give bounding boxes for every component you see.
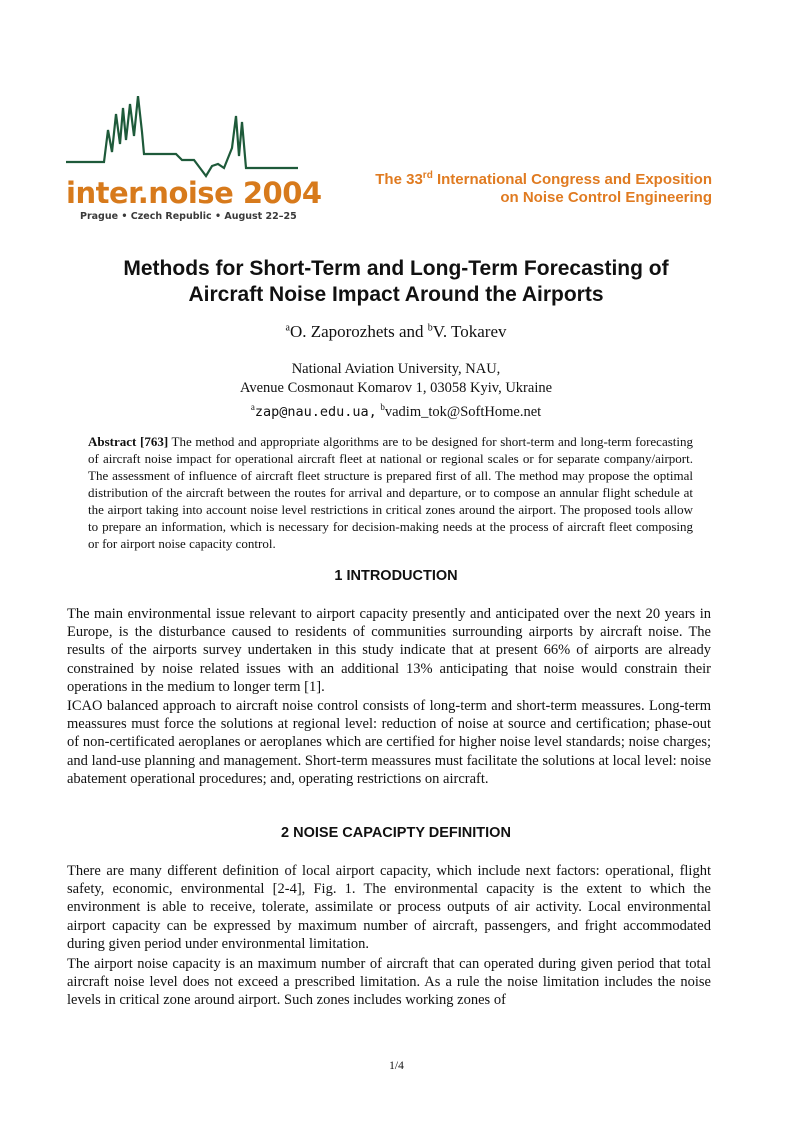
congress-heading (375, 171, 712, 207)
logo-subtitle: Prague • Czech Republic • August 22–25 (80, 211, 297, 222)
section-heading-introduction: 1 INTRODUCTION (334, 568, 458, 584)
abstract-label: Abstract [763] (88, 434, 169, 449)
abstract-text: The method and appropriate algorithms are to be designed for short-term and long-term forecasting of aircraft noise impact for operational aircraft fleet at national or regional scales or for separate company/airport. The assessment of influence of aircraft fleet structure is prepared first of all. The method may propose the optimal distribution of the aircraft between the routes for arrival and departure, or to compose an annular flight schedule at the airport taking into account noise level restrictions in critical zones around the airport. The proposed tools allow to prepare an information, which is necessary for decision-making needs at the process of aircraft fleet composing or for airport noise capacity control. (88, 434, 694, 551)
affiliation: National Aviation University, NAU, Avenue Cosmonaut Komarov 1, 03058 Kyiv, Ukraine $^a$zap@nau.edu.ua, $^b$vadim_tok@SoftHome.net (66, 360, 726, 422)
page-number: 1/4 (389, 1060, 404, 1072)
conference-logo (66, 96, 322, 228)
email-link-b[interactable]: vadim_tok@SoftHome.net (384, 403, 542, 420)
paragraph: The main environmental issue relevant to airport capacity presently and anticipated over the next 20 years in Europe, is the disturbance caused to residents of communities surrounding airports by aircraft noise. The results of the airports survey undertaken in this study indicate that at present 66% of airports are already constrained by noise related issues with an additional 13% anticipating that noise would constrain their operations in the medium to longer term [1]. (67, 606, 711, 695)
authors: $^a$O. Zaporozhets and $^b$V. Tokarev (285, 322, 507, 341)
paragraph: There are many different definition of local airport capacity, which include next factors: operational, flight safety, economic, environmental [2-4], Fig. 1. The environmental capacity is the extent to which the environment is able to receive, tolerate, assimilate or process outputs of air activity. Local environmental airport capacity can be expressed by maximum number of aircraft, passengers, and fright accommodated during given period under environmental limitation. (67, 863, 711, 952)
paragraph: ICAO balanced approach to aircraft noise control consists of long-term and short-term meassures. Long-term meassures must force the solutions at regional level: reduction of noise at source and certification; phase-out of non-certificated aeroplanes or aeroplanes which are certified for higher noise level standards; noise charges; and land-use planning and management. Short-term meassures must facilitate the solutions at local level: noise abatement operational procedures; and, operating restrictions on aircraft. (67, 698, 711, 787)
noise-waveform-icon (66, 96, 298, 182)
abstract (88, 433, 693, 552)
section-heading-noise-capacity: 2 NOISE CAPACIPTY DEFINITION (281, 825, 511, 841)
paragraph: The airport noise capacity is an maximum number of aircraft that can operated during given period that total aircraft noise level does not exceed a prescribed limitation. As a rule the noise limitation includes the noise levels in critical zone around airport. Such zones includes working zones of (67, 956, 711, 1009)
congress-line-1: The 33rd International Congress and Exposition (375, 170, 712, 188)
congress-line-2: on Noise Control Engineering (500, 189, 712, 206)
logo-wordmark: inter.noise 2004 (66, 176, 322, 210)
emails: $^a$zap@nau.edu.ua, $^b$vadim_tok@SoftHome.net (250, 402, 542, 420)
paper-title: Methods for Short-Term and Long-Term Forecasting of Aircraft Noise Impact Around the Airports (123, 257, 669, 306)
email-link-a[interactable]: zap@nau.edu.ua, (254, 403, 377, 420)
